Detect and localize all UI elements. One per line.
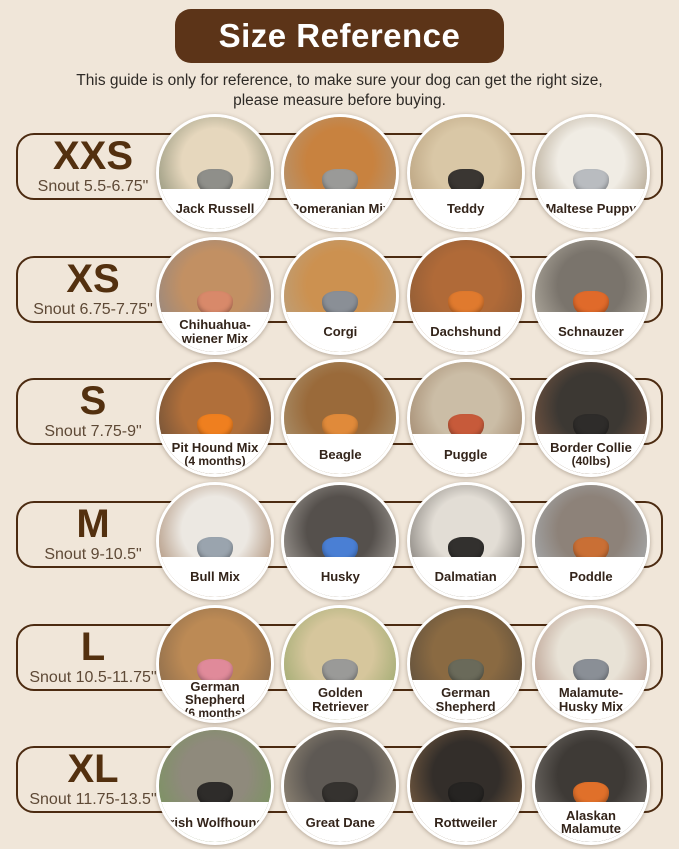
subtitle-line-2: please measure before buying. [233, 92, 446, 110]
dog-name: German Shepherd [435, 685, 496, 714]
dog-label-band [284, 434, 396, 474]
dog-name: Teddy [446, 201, 485, 217]
dog-photo-card [156, 114, 274, 232]
dog-label-band [410, 312, 522, 352]
dog-name: Bull Mix [190, 569, 240, 585]
dog-photo-card [532, 605, 650, 723]
dog-name: Alaskan Malamute [561, 807, 621, 837]
size-label: XL [67, 747, 119, 792]
dog-photos [156, 237, 650, 357]
dog-name: Irish Wolfhound [165, 814, 265, 830]
dog-name: Pit Hound Mix [171, 440, 259, 456]
size-block [18, 133, 168, 200]
dog-label-band [284, 680, 396, 720]
dog-name: Jack Russell [175, 201, 255, 217]
size-block [18, 501, 168, 568]
dog-name: Chihuahua-wiener Mix [179, 317, 251, 346]
size-row-xxs [0, 113, 679, 236]
dog-photo-card [532, 482, 650, 600]
size-label: XS [66, 256, 120, 301]
dog-photo-card [532, 114, 650, 232]
size-label: XXS [52, 134, 134, 178]
dog-name: Schnauzer [558, 323, 624, 339]
dog-photo-card [407, 237, 525, 355]
dog-label-band [535, 312, 647, 352]
dog-label-band [410, 434, 522, 474]
dog-label-band [284, 189, 396, 229]
dog-label-band [284, 802, 396, 842]
dog-name: Great Dane [305, 814, 376, 830]
dog-photo-card [281, 727, 399, 845]
dog-label-band [159, 802, 271, 842]
header [0, 0, 679, 113]
dog-label-band [410, 189, 522, 229]
dog-name: Dachshund [430, 323, 502, 339]
dog-photos [156, 482, 650, 602]
dog-photo-card [532, 237, 650, 355]
snout-range: Snout 5.5-6.75" [37, 178, 149, 195]
dog-label-band [159, 312, 271, 352]
dog-name: Malamute-Husky Mix [558, 685, 624, 714]
dog-label-band [284, 312, 396, 352]
dog-name: Border Collie [550, 440, 632, 456]
snout-range: Snout 6.75-7.75" [33, 300, 153, 318]
dog-sub-label: (6 months) [184, 706, 246, 721]
dog-photo-card [156, 482, 274, 600]
dog-photo-card [532, 359, 650, 477]
dog-name: Poddle [569, 569, 613, 585]
dog-photo-card [407, 359, 525, 477]
snout-range: Snout 11.75-13.5" [29, 791, 157, 809]
dog-label-band [535, 680, 647, 720]
dog-label-band [159, 189, 271, 229]
size-row-s [0, 358, 679, 481]
dog-label-band [159, 680, 271, 720]
snout-range: Snout 7.75-9" [44, 423, 142, 441]
dog-label-band [535, 802, 647, 842]
size-block [18, 746, 168, 813]
dog-name: Golden Retriever [312, 685, 369, 714]
dog-name: Rottweiler [434, 814, 498, 830]
dog-name: Beagle [319, 446, 362, 462]
dog-photos [156, 605, 650, 725]
dog-name: German Shepherd [185, 678, 245, 708]
size-block [18, 624, 168, 691]
dog-photos [156, 114, 650, 234]
dog-name: Corgi [323, 323, 358, 339]
size-row-m [0, 481, 679, 604]
dog-label-band [535, 557, 647, 597]
dog-label-band [159, 434, 271, 474]
dog-photo-card [281, 237, 399, 355]
dog-label-band [410, 680, 522, 720]
dog-photo-card [156, 237, 274, 355]
dog-photo-card [281, 359, 399, 477]
dog-sub-label: (40lbs) [571, 453, 611, 468]
dog-photo-card [156, 605, 274, 723]
size-row-xl [0, 726, 679, 849]
size-row-xs [0, 236, 679, 359]
dog-photos [156, 727, 650, 847]
subtitle [0, 71, 679, 112]
dog-name: Maltese Puppy [545, 201, 637, 217]
dog-label-band [535, 434, 647, 474]
dog-label-band [159, 557, 271, 597]
dog-label-band [410, 557, 522, 597]
dog-photo-card [407, 727, 525, 845]
dog-photos [156, 359, 650, 479]
dog-photo-card [407, 482, 525, 600]
dog-name: Puggle [443, 446, 488, 462]
size-row-l [0, 604, 679, 727]
dog-name: Husky [320, 569, 360, 585]
dog-photo-card [281, 114, 399, 232]
dog-label-band [535, 189, 647, 229]
dog-sub-label: (4 months) [184, 453, 246, 468]
dog-name: Dalmatian [434, 569, 497, 585]
size-block [18, 378, 168, 445]
size-label: S [79, 379, 107, 424]
subtitle-line-1: This guide is only for reference, to make sure your dog can get the right size, [76, 72, 603, 89]
dog-photo-card [281, 605, 399, 723]
dog-photo-card [407, 114, 525, 232]
dog-name: Pomeranian Mix [290, 201, 391, 217]
dog-label-band [284, 557, 396, 597]
dog-photo-card [156, 359, 274, 477]
size-label: L [80, 624, 106, 669]
dog-photo-card [532, 727, 650, 845]
page-title: Size Reference [175, 9, 505, 63]
snout-range: Snout 9-10.5" [44, 546, 142, 564]
size-label: M [76, 502, 110, 547]
size-block [18, 256, 168, 323]
size-rows [0, 113, 679, 849]
dog-photo-card [281, 482, 399, 600]
dog-label-band [410, 802, 522, 842]
dog-photo-card [407, 605, 525, 723]
dog-photo-card [156, 727, 274, 845]
snout-range: Snout 10.5-11.75" [29, 668, 157, 686]
